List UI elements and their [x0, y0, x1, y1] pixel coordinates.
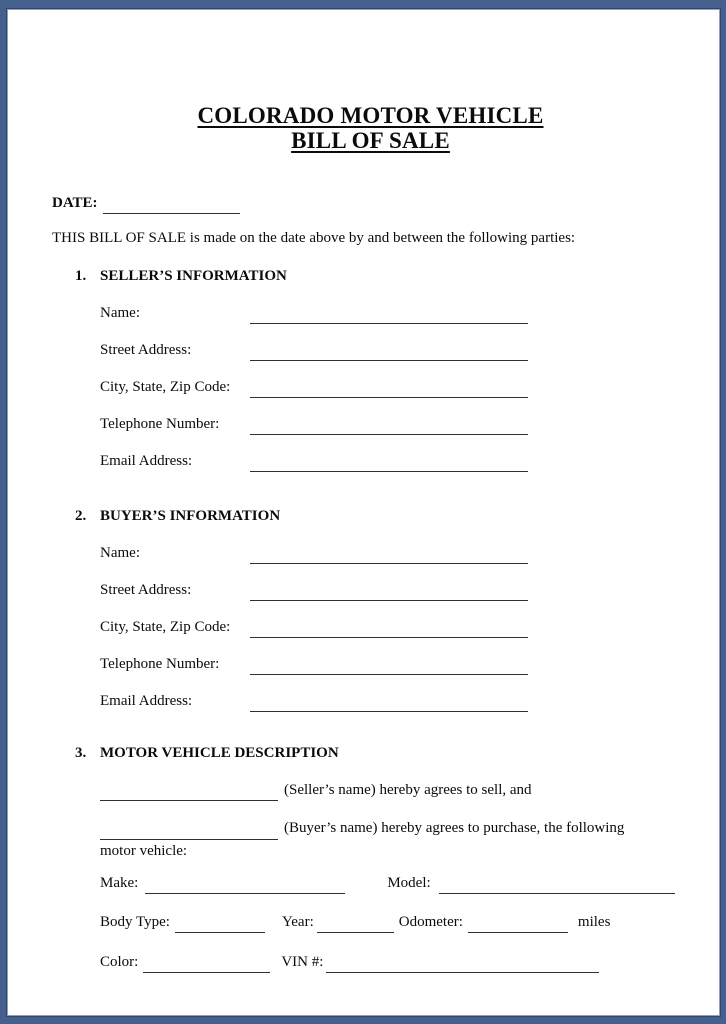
- section-1-heading: [75, 265, 689, 287]
- date-blank[interactable]: [103, 195, 240, 214]
- body-type-label: Body Type:: [100, 914, 170, 930]
- buyer-street-blank[interactable]: [250, 582, 528, 601]
- buyer-phone-row: [100, 653, 689, 675]
- buyer-fields: [100, 542, 689, 712]
- seller-name-row: [100, 302, 689, 324]
- make-blank[interactable]: [145, 875, 345, 894]
- buyer-street-label: Street Address:: [100, 582, 192, 598]
- seller-street-blank[interactable]: [250, 342, 528, 361]
- odometer-blank[interactable]: [468, 914, 568, 933]
- color-vin-row: [100, 951, 689, 973]
- intro-text: THIS BILL OF SALE is made on the date above by and between the following parties:: [52, 230, 576, 246]
- buyer-clause-name-blank[interactable]: [100, 821, 278, 840]
- buyer-email-blank[interactable]: [250, 693, 528, 712]
- date-label: DATE:: [52, 195, 98, 211]
- seller-street-label: Street Address:: [100, 342, 192, 358]
- seller-name-blank[interactable]: [250, 305, 528, 324]
- buyer-street-row: [100, 579, 689, 601]
- body-type-blank[interactable]: [175, 914, 265, 933]
- section-1-title: SELLER’S INFORMATION: [100, 268, 287, 284]
- buyer-clause-row: [100, 817, 689, 840]
- page-content: [8, 103, 719, 973]
- section-2-number: 2.: [75, 508, 87, 524]
- make-label: Make:: [100, 875, 139, 891]
- miles-suffix: miles: [577, 914, 611, 930]
- color-blank[interactable]: [143, 954, 270, 973]
- buyer-clause-block: [100, 817, 689, 863]
- seller-street-row: [100, 339, 689, 361]
- buyer-email-row: [100, 690, 689, 712]
- model-blank[interactable]: [439, 875, 675, 894]
- year-label: Year:: [281, 914, 314, 930]
- seller-email-blank[interactable]: [250, 453, 528, 472]
- section-2-title: BUYER’S INFORMATION: [100, 508, 281, 524]
- model-label: Model:: [387, 875, 431, 891]
- seller-clause-name-blank[interactable]: [100, 782, 278, 801]
- odometer-label: Odometer:: [398, 914, 463, 930]
- buyer-clause-continuation: motor vehicle:: [100, 843, 188, 859]
- seller-email-row: [100, 450, 689, 472]
- title-line-2: BILL OF SALE: [291, 128, 450, 153]
- seller-clause-text: (Seller’s name) hereby agrees to sell, and: [284, 782, 532, 798]
- seller-city-blank[interactable]: [250, 379, 528, 398]
- buyer-name-row: [100, 542, 689, 564]
- bill-of-sale-page: [8, 10, 719, 1015]
- section-3-title: MOTOR VEHICLE DESCRIPTION: [100, 745, 339, 761]
- buyer-city-label: City, State, Zip Code:: [100, 619, 231, 635]
- seller-name-label: Name:: [100, 305, 140, 321]
- section-3-heading: [75, 742, 689, 764]
- seller-phone-label: Telephone Number:: [100, 416, 220, 432]
- page-title: [52, 103, 689, 153]
- year-blank[interactable]: [317, 914, 394, 933]
- color-label: Color:: [100, 954, 139, 970]
- section-3-number: 3.: [75, 745, 87, 761]
- buyer-phone-label: Telephone Number:: [100, 656, 220, 672]
- seller-city-label: City, State, Zip Code:: [100, 379, 231, 395]
- seller-city-row: [100, 376, 689, 398]
- seller-fields: [100, 302, 689, 472]
- make-model-row: [100, 872, 689, 894]
- seller-phone-row: [100, 413, 689, 435]
- buyer-email-label: Email Address:: [100, 693, 193, 709]
- section-2-heading: [75, 505, 689, 527]
- buyer-clause-text: (Buyer’s name) hereby agrees to purchase, the following: [284, 820, 625, 836]
- buyer-name-blank[interactable]: [250, 545, 528, 564]
- vin-label: VIN #:: [281, 954, 324, 970]
- title-line-1: COLORADO MOTOR VEHICLE: [197, 103, 544, 128]
- buyer-name-label: Name:: [100, 545, 140, 561]
- seller-phone-blank[interactable]: [250, 416, 528, 435]
- vin-blank[interactable]: [326, 954, 599, 973]
- section-1-number: 1.: [75, 268, 87, 284]
- seller-clause-row: [100, 779, 689, 801]
- date-row: [52, 192, 689, 214]
- buyer-city-row: [100, 616, 689, 638]
- seller-email-label: Email Address:: [100, 453, 193, 469]
- buyer-city-blank[interactable]: [250, 619, 528, 638]
- bodytype-year-odometer-row: [100, 911, 689, 933]
- buyer-phone-blank[interactable]: [250, 656, 528, 675]
